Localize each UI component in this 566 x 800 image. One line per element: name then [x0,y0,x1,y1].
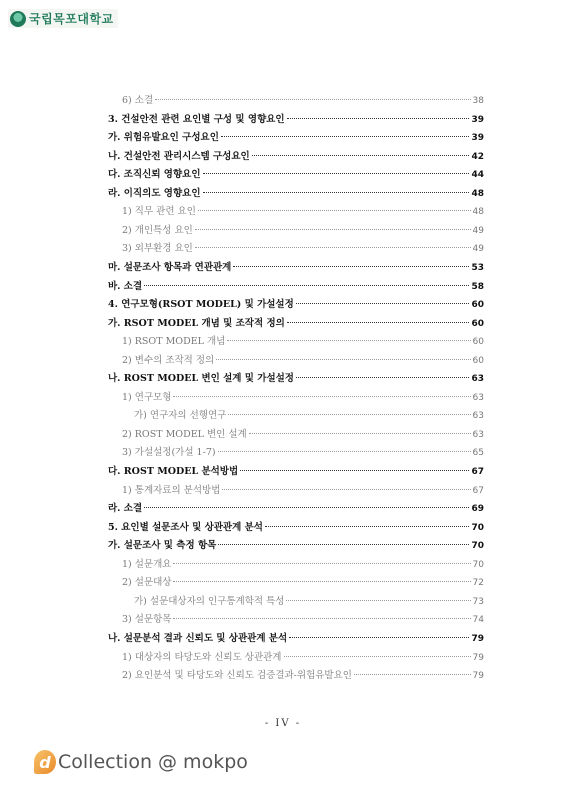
toc-entry-page: 67 [472,485,484,496]
toc-dot-leader [286,600,470,601]
toc-dot-leader [354,674,471,675]
toc-entry[interactable] [108,111,484,127]
toc-entry[interactable] [122,240,484,256]
toc-entry[interactable] [122,667,484,683]
toc-entry-page: 44 [471,170,484,181]
toc-entry-title: 다. 조직신뢰 영향요인 [108,169,201,181]
toc-entry[interactable] [134,593,484,609]
toc-entry-page: 63 [471,374,484,385]
dcollection-mark-icon: d [34,750,56,774]
toc-entry[interactable] [108,166,484,182]
toc-dot-leader [173,563,470,564]
toc-entry[interactable] [122,574,484,590]
toc-dot-leader [296,303,470,304]
toc-entry-page: 63 [472,392,484,403]
toc-entry[interactable] [108,315,484,331]
toc-entry[interactable] [108,519,484,535]
toc-entry[interactable] [122,426,484,442]
toc-entry[interactable] [122,556,484,572]
toc-dot-leader [144,285,469,286]
toc-entry-title: 2) 설문대상 [122,577,172,589]
dcollection-text: Collection @ mokpo [58,751,248,773]
toc-entry[interactable] [108,500,484,516]
toc-entry-title: 나. 건설안전 관리시스템 구성요인 [108,150,250,162]
toc-entry-title: 1) 통계자료의 분석방법 [122,484,221,496]
toc-entry-page: 60 [471,300,484,311]
toc-dot-leader [203,173,470,174]
toc-dot-leader [198,210,471,211]
toc-dot-leader [173,396,470,397]
toc-dot-leader [173,581,470,582]
toc-entry-page: 79 [471,633,484,644]
toc-entry-title: 3) 설문항목 [122,614,172,626]
toc-entry-page: 49 [472,225,484,236]
toc-entry[interactable] [122,389,484,405]
toc-entry-page: 74 [472,615,484,626]
toc-entry[interactable] [122,92,484,108]
toc-entry-title: 3) 가설설정(가설 1-7) [122,447,216,459]
toc-dot-leader [265,526,470,527]
toc-entry-title: 1) 직무 관련 요인 [122,206,196,218]
toc-dot-leader [289,637,469,638]
toc-entry-page: 63 [472,411,484,422]
toc-dot-leader [296,377,469,378]
dcollection-logo [34,750,248,774]
toc-entry-title: 가) 연구자의 선행연구 [134,410,227,422]
toc-entry-page: 72 [472,578,484,589]
toc-entry[interactable] [108,148,484,164]
toc-entry-page: 38 [472,96,484,106]
toc-dot-leader [218,544,469,545]
toc-dot-leader [284,656,471,657]
toc-entry[interactable] [108,129,484,145]
toc-dot-leader [155,99,470,100]
toc-entry[interactable] [134,407,484,423]
toc-entry[interactable] [108,537,484,553]
toc-entry-page: 48 [471,188,484,199]
toc-entry[interactable] [108,278,484,294]
toc-entry-title: 가. 설문조사 및 측정 항목 [108,540,217,552]
toc-entry-title: 1) 설문개요 [122,558,172,570]
toc-dot-leader [252,155,470,156]
toc-entry[interactable] [122,333,484,349]
toc-entry[interactable] [108,296,484,312]
toc-entry-title: 2) 변수의 조작적 정의 [122,354,215,366]
toc-entry[interactable] [108,185,484,201]
toc-entry-page: 63 [472,429,484,440]
toc-entry-page: 42 [471,151,484,162]
toc-entry[interactable] [122,611,484,627]
toc-dot-leader [216,359,470,360]
toc-dot-leader [233,266,469,267]
toc-entry-page: 53 [471,262,484,273]
toc-entry[interactable] [122,222,484,238]
toc-entry-page: 70 [471,541,484,552]
toc-entry-title: 4. 연구모형(RSOT MODEL) 및 가설설정 [108,299,294,311]
toc-entry-page: 48 [472,207,484,218]
toc-entry-title: 라. 이직의도 영향요인 [108,187,201,199]
toc-entry-title: 1) RSOT MODEL 개념 [122,336,226,348]
toc-dot-leader [287,118,470,119]
toc-entry-page: 70 [472,559,484,570]
toc-entry-page: 49 [472,244,484,255]
toc-entry-title: 2) ROST MODEL 변인 설계 [122,428,247,440]
toc-dot-leader [144,507,469,508]
toc-entry-title: 바. 소결 [108,280,143,292]
toc-entry-page: 67 [471,467,484,477]
toc-entry[interactable] [122,203,484,219]
toc-entry-page: 60 [472,337,484,348]
toc-entry-title: 3) 외부환경 요인 [122,243,193,255]
toc-dot-leader [218,451,471,452]
toc-entry-title: 다. ROST MODEL 분석방법 [108,466,239,477]
toc-entry-title: 6) 소결 [122,95,154,106]
toc-entry[interactable] [108,370,484,386]
toc-entry-title: 가. RSOT MODEL 개념 및 조작적 정의 [108,317,285,329]
toc-entry-page: 79 [472,652,484,663]
toc-dot-leader [222,489,470,490]
toc-entry-page: 69 [471,504,484,515]
toc-entry-title: 나. 설문분석 결과 신뢰도 및 상관관계 분석 [108,632,288,644]
toc-entry[interactable] [108,463,484,479]
toc-entry-page: 79 [472,671,484,682]
toc-dot-leader [287,322,470,323]
toc-entry[interactable] [108,259,484,275]
toc-entry-page: 60 [472,355,484,366]
toc-entry-title: 2) 요인분석 및 타당도와 신뢰도 검증결과-위험유발요인 [122,670,352,682]
toc-entry-page: 70 [471,522,484,533]
toc-dot-leader [240,470,469,471]
toc-entry[interactable] [122,352,484,368]
toc-entry-title: 가) 설문대상자의 인구통계학적 특성 [134,595,285,607]
toc-entry-title: 나. ROST MODEL 변인 설계 및 가설설정 [108,373,294,385]
university-name: 국립목포대학교 [29,12,114,26]
toc-entry-title: 3. 건설안전 관련 요인별 구성 및 영향요인 [108,113,285,125]
toc-entry-title: 2) 개인특성 요인 [122,224,193,236]
toc-dot-leader [228,414,470,415]
toc-dot-leader [249,433,471,434]
toc-entry-title: 1) 대상자의 타당도와 신뢰도 상관관계 [122,651,282,663]
toc-entry[interactable] [122,444,484,460]
toc-entry-title: 마. 설문조사 항목과 연관관계 [108,261,232,273]
toc-dot-leader [195,247,471,248]
toc-dot-leader [227,340,470,341]
toc-entry-page: 65 [472,448,484,459]
page-number: - IV - [264,718,302,729]
toc-entry[interactable] [122,482,484,498]
toc-entry[interactable] [108,630,484,646]
toc-entry-title: 1) 연구모형 [122,391,172,403]
toc-entry-title: 라. 소결 [108,503,143,515]
toc-entry[interactable] [122,649,484,665]
toc-entry-page: 39 [471,133,484,144]
toc-entry-title: 가. 위험유발요인 구성요인 [108,132,219,144]
toc-entry-title: 5. 요인별 설문조사 및 상관관계 분석 [108,521,263,533]
toc-dot-leader [221,136,470,137]
toc-dot-leader [203,192,470,193]
toc-entry-page: 58 [471,281,484,292]
toc-entry-page: 60 [471,318,484,329]
toc-dot-leader [173,618,470,619]
toc-entry-page: 39 [471,114,484,125]
toc-dot-leader [195,229,471,230]
toc-entry-page: 73 [472,596,484,607]
